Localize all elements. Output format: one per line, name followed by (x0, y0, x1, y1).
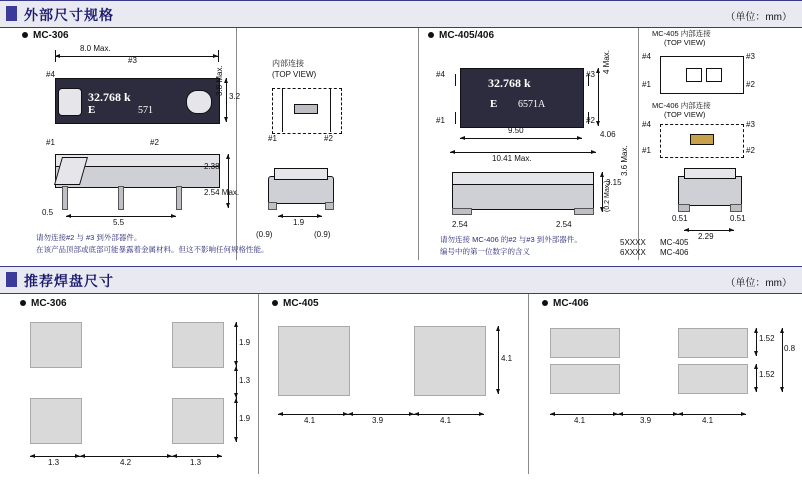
package-end-top-mc306 (274, 168, 328, 180)
dim-line (278, 414, 348, 415)
marking-line2-mc306: E (88, 104, 96, 116)
code-row-0-model: MC-405 (660, 238, 689, 247)
inner-trace (282, 88, 283, 132)
dim-arrow (754, 351, 758, 356)
dim-length-mc306: 8.0 Max. (80, 44, 111, 53)
dim-v2-mc406: 1.52 (759, 370, 775, 379)
divider (528, 294, 529, 474)
land-pad (678, 328, 748, 358)
inner-title-1-mc306: 内部连接 (272, 59, 304, 68)
section-unit-label: （单位：mm） (725, 12, 792, 23)
dim-line (236, 322, 237, 366)
marking-line3-mc405: 6571A (518, 99, 546, 110)
dim-side-d-mc306: 5.5 (113, 218, 125, 227)
dim-pitch-right-mc405: 2.54 (556, 220, 572, 229)
dim-arrow (600, 172, 604, 177)
dim-arrow (317, 214, 322, 218)
dim-line (228, 154, 229, 208)
package-end-view-mc306 (268, 176, 334, 204)
pin4-label-mc405: #4 (436, 70, 445, 79)
section-marker-icon (6, 6, 17, 21)
dim-arrow (596, 68, 600, 73)
land-pad (30, 398, 82, 444)
dim-line (80, 456, 172, 457)
dim-arrow (224, 78, 228, 83)
dim-arrow (550, 412, 555, 416)
dim-line (172, 456, 222, 457)
dim-arrow (684, 228, 689, 232)
dim-w1-mc405: 4.1 (304, 416, 316, 425)
divider (258, 294, 259, 474)
land-pad (172, 398, 224, 444)
inner406-pin4: #4 (642, 120, 651, 129)
dim-arrow (171, 214, 176, 218)
land-label-mc405: MC-405 (272, 298, 319, 309)
lead (455, 112, 456, 124)
dim-line (348, 414, 414, 415)
dim-arrow (460, 136, 465, 140)
inner406-title-1: MC-406 内部连接 (652, 101, 711, 110)
dim-totallen-mc405: 10.41 Max. (492, 154, 532, 163)
land-label-mc306: MC-306 (20, 298, 67, 309)
pin4-label-mc306: #4 (46, 70, 55, 79)
dim-arrow (450, 150, 455, 154)
dim-line (414, 414, 484, 415)
inner405-pin3: #3 (746, 52, 755, 61)
dim-side-b-mc306: 2.54 Max. (204, 188, 240, 197)
dim-arrow (348, 412, 353, 416)
dim-arrow (278, 412, 283, 416)
section-header-landpattern (0, 266, 802, 294)
dim-line (236, 398, 237, 442)
package-end-top-mc405 (684, 168, 736, 179)
dim-arrow (30, 454, 35, 458)
crystal-symbol-icon (706, 68, 722, 82)
marking-line3-mc306: 571 (138, 105, 153, 116)
inner406-pin1: #1 (642, 146, 651, 155)
pin1-label-mc405: #1 (436, 116, 445, 125)
inner-title-2-mc306: (TOP VIEW) (272, 70, 317, 79)
dim-arrow (496, 389, 500, 394)
pin3-label-mc405: #3 (586, 70, 595, 79)
ext-line (55, 50, 56, 62)
lead (62, 186, 68, 210)
code-row-1-code: 6XXXX (620, 248, 646, 257)
dim-arrow (217, 454, 222, 458)
land-label-mc406: MC-406 (542, 298, 589, 309)
lead (176, 186, 182, 210)
dim-h1-mc306: 1.3 (48, 458, 60, 467)
inner405-pin4: #4 (642, 52, 651, 61)
dim-h2-mc306: 4.2 (120, 458, 132, 467)
dim-side-a-mc306: 2.38 (204, 162, 220, 171)
dim-arrow (591, 150, 596, 154)
dim-arrow (741, 412, 746, 416)
dim-arrow (234, 398, 238, 403)
crystal-symbol-icon (294, 104, 318, 114)
dim-line (30, 456, 80, 457)
marking-line2-mc405: E (490, 98, 498, 110)
divider (236, 28, 237, 260)
dim-hmax-mc405: 4 Max. (602, 49, 611, 74)
section-header-outline (0, 0, 802, 28)
inner-trace (330, 88, 331, 132)
dim-v1-mc406: 1.52 (759, 334, 775, 343)
package-end-view-mc405 (678, 176, 742, 206)
dim-end-l-mc306: (0.9) (256, 230, 273, 239)
dim-arrow (234, 437, 238, 442)
dim-sideh2-mc405: (0.2 Max.) (604, 180, 611, 212)
dim-bodylen-mc405: 9.50 (508, 126, 524, 135)
land-pad (30, 322, 82, 368)
marking-line1-mc306: 32.768 k (88, 90, 131, 104)
dim-total-mc406: 0.8 (784, 344, 796, 353)
lead (588, 74, 589, 86)
land-pad (550, 364, 620, 394)
dim-end-l-mc405: 0.51 (672, 214, 688, 223)
dim-line (450, 152, 596, 153)
divider (638, 28, 639, 260)
section-title: 外部尺寸规格 (24, 7, 114, 23)
dim-arrow (754, 364, 758, 369)
dim-arrow (729, 228, 734, 232)
lead (574, 208, 594, 215)
dim-arrow (224, 117, 228, 122)
dim-height-mc405: 4.1 (501, 354, 513, 363)
dim-end-w-mc405: 2.29 (698, 232, 714, 241)
land-pad (172, 322, 224, 368)
dim-line (460, 138, 582, 139)
dim-arrow (678, 412, 683, 416)
dim-line (782, 328, 783, 392)
marking-line1-mc405: 32.768 k (488, 76, 531, 90)
dim-arrow (754, 387, 758, 392)
lead (325, 202, 334, 210)
dim-v3-mc306: 1.9 (239, 414, 251, 423)
inner405-diagram (660, 56, 744, 94)
dim-line (66, 216, 176, 217)
dim-end-w-mc306: 1.9 (293, 218, 305, 227)
note-1-mc306: 请勿连接#2 与 #3 到外部器件。 (36, 233, 142, 242)
inner405-pin2: #2 (746, 80, 755, 89)
package-circle-mc306 (186, 90, 212, 114)
part-label-mc306: MC-306 (22, 30, 69, 41)
section-body-outline (0, 26, 802, 266)
dim-end-r-mc306: (0.9) (314, 230, 331, 239)
land-pad (278, 326, 350, 396)
lead (730, 204, 742, 212)
dim-arrow (577, 136, 582, 140)
divider (418, 28, 419, 260)
package-side-view-mc405 (452, 182, 594, 210)
lead (588, 112, 589, 124)
package-notch-mc306 (58, 88, 82, 116)
section-marker-icon (6, 272, 17, 287)
dim-arrow (234, 322, 238, 327)
dim-pitch-left-mc405: 2.54 (452, 220, 468, 229)
lead (678, 204, 690, 212)
inner-pin1-mc306: #1 (268, 134, 277, 143)
dim-height2-mc306: 3.8 Max. (215, 65, 224, 96)
dim-arrow (780, 328, 784, 333)
dim-line (226, 78, 227, 122)
dim-arrow (600, 207, 604, 212)
dim-end-r-mc405: 0.51 (730, 214, 746, 223)
crystal-symbol-icon (686, 68, 702, 82)
inner405-pin1: #1 (642, 80, 651, 89)
dim-w1-mc406: 4.1 (574, 416, 586, 425)
crystal-symbol-icon (690, 134, 714, 145)
dim-w2-mc405: 4.1 (440, 416, 452, 425)
section-body-landpattern (0, 292, 802, 484)
pin1-label-mc306: #1 (46, 138, 55, 147)
inner406-title-2: (TOP VIEW) (664, 110, 706, 119)
dim-pin3-mc306: #3 (128, 56, 137, 65)
lead (452, 208, 472, 215)
dim-gap-mc405: 3.9 (372, 416, 384, 425)
dim-line (498, 326, 499, 394)
dim-arrow (618, 412, 623, 416)
dim-line (278, 216, 322, 217)
dim-v1-mc306: 1.9 (239, 338, 251, 347)
note-2-mc405: 编号中的第一位数字的含义 (440, 247, 530, 256)
note-1-mc405: 请勿连接 MC-406 的#2 与#3 到外部器件。 (440, 235, 582, 244)
dim-arrow (66, 214, 71, 218)
lead (118, 186, 124, 210)
inner405-title-2: (TOP VIEW) (664, 38, 706, 47)
inner405-title-1: MC-405 内部连接 (652, 29, 711, 38)
dim-arrow (780, 387, 784, 392)
dim-side-c-mc306: 0.5 (42, 208, 54, 217)
lead (455, 74, 456, 86)
dim-arrow (596, 121, 600, 126)
dim-sideh-mc405: 3.15 (606, 178, 622, 187)
land-pad (678, 364, 748, 394)
dim-arrow (172, 454, 177, 458)
land-pad (414, 326, 486, 396)
dim-line (678, 414, 746, 415)
dim-arrow (479, 412, 484, 416)
dim-v2-mc306: 1.3 (239, 376, 251, 385)
code-row-1-model: MC-406 (660, 248, 689, 257)
inner-pin2-mc306: #2 (324, 134, 333, 143)
dim-arrow (234, 366, 238, 371)
ext-line (218, 50, 219, 62)
dim-arrow (226, 154, 230, 159)
dim-w2-mc406: 4.1 (702, 416, 714, 425)
dim-line (684, 230, 734, 231)
dim-line (618, 414, 678, 415)
section-unit-label: （单位：mm） (725, 278, 792, 289)
dim-line (550, 414, 618, 415)
dim-arrow (278, 214, 283, 218)
dim-line (598, 68, 599, 126)
dim-h3-mc306: 1.3 (190, 458, 202, 467)
dim-arrow (226, 203, 230, 208)
dim-arrow (414, 412, 419, 416)
dim-line (602, 172, 603, 212)
code-row-0-code: 5XXXX (620, 238, 646, 247)
lead (268, 202, 277, 210)
pin2-label-mc405: #2 (586, 116, 595, 125)
pin2-label-mc306: #2 (150, 138, 159, 147)
inner406-pin3: #3 (746, 120, 755, 129)
dim-arrow (496, 326, 500, 331)
dim-height-mc306: 3.2 (229, 92, 241, 101)
dim-bodyh-mc405: 4.06 (600, 130, 616, 139)
inner406-pin2: #2 (746, 146, 755, 155)
part-label-mc405: MC-405/406 (428, 30, 494, 41)
section-title: 推荐焊盘尺寸 (24, 273, 114, 289)
dim-gap-mc406: 3.9 (640, 416, 652, 425)
dim-arrow (754, 328, 758, 333)
land-pad (550, 328, 620, 358)
note-2-mc306: 在该产品顶部或底部可能暴露着金属材料。但这不影响任何规格性能。 (36, 245, 269, 254)
dim-sidehmax-mc405: 3.6 Max. (620, 145, 629, 176)
package-side-top-mc405 (452, 172, 594, 185)
dim-arrow (80, 454, 85, 458)
